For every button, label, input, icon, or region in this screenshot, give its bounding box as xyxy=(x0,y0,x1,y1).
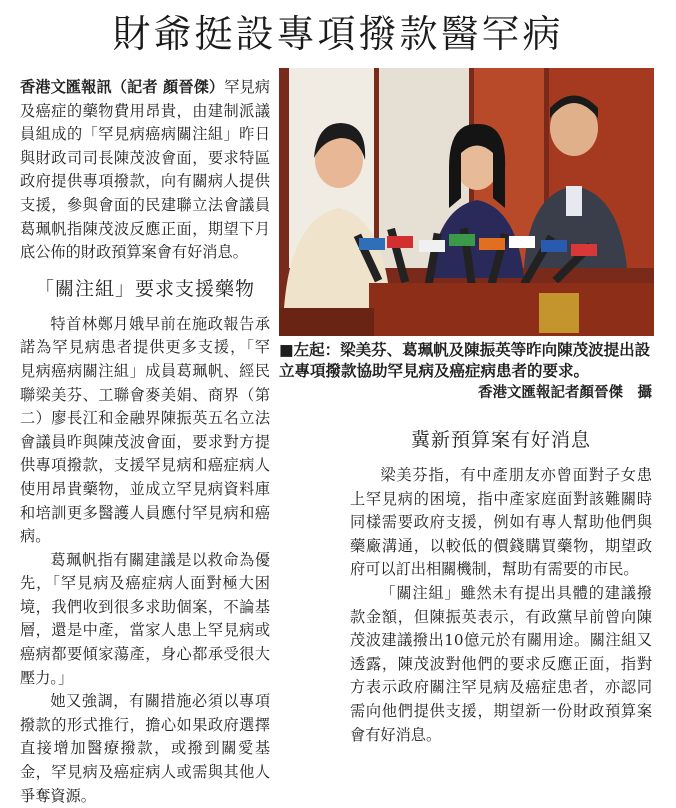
press-photo xyxy=(279,68,654,336)
photo-caption: ■左起：梁美芬、葛珮帆及陳振英等昨向陳茂波提出設立專項撥款協助罕見病及癌症病患者的要求。 xyxy=(279,340,651,380)
body-paragraph: 梁美芬指，有中產朋友亦曾面對子女患上罕見病的困境，指中產家庭面對該難關時同樣需要政府支援，例如有專人幫助他們與藥廠溝通，以較低的價錢購買藥物，期望政府可以訂出相關機制，幫助有需要的市民。 xyxy=(350,466,652,579)
byline: 香港文匯報訊（記者 顏晉傑） xyxy=(20,78,225,96)
lead-text: 罕見病及癌症的藥物費用昂貴，由建制派議員組成的「罕見病癌病關注組」昨日與財政司司長陳茂波會面，要求特區政府提供專項撥款，向有關病人提供支援，參與會面的民建聯立法會議員葛珮帆指陳茂波反應正面，期望下月底公佈的財政預算案會有好消息。 xyxy=(20,78,270,262)
right-column xyxy=(350,420,652,747)
press-photo-illustration xyxy=(279,68,654,336)
body-paragraph: 她又強調，有關措施必須以專項撥款的形式推行，擔心如果政府選擇直接增加醫療撥款，或撥到關愛基金，罕見病及癌症病人或需與其他人爭奪資源。 xyxy=(20,692,270,805)
body-paragraph: 「關注組」雖然未有提出具體的建議撥款金額，但陳振英表示，有政黨早前曾向陳茂波建議撥出10億元於有關用途。關注組又透露，陳茂波對他們的要求反應正面，指對方表示政府關注罕見病及癌症患者，亦認同需向他們提供支援，期望新一份財政預算案會有好消息。 xyxy=(350,583,652,744)
body-paragraph: 特首林鄭月娥早前在施政報告承諾為罕見病患者提供更多支援，「罕見病癌病關注組」成員葛珮帆、經民聯梁美芬、工聯會麥美娟、商界（第二）廖長江和金融界陳振英五名立法會議員昨與陳茂波會面，要求對方提供專項撥款，支援罕見病和癌症病人使用昂貴藥物，並成立罕見病資料庫和培訓更多醫護人員應付罕見病和癌病。 xyxy=(20,314,270,546)
left-column xyxy=(20,76,270,808)
lead-paragraph xyxy=(20,76,270,265)
subheading-concern-group: 「關注組」要求支援藥物 xyxy=(34,277,255,300)
body-paragraph: 葛珮帆指有關建議是以救命為優先，「罕見病及癌症病人面對極大困境，我們收到很多求助個案，不論基層，還是中產，當家人患上罕見病或癌病都要傾家蕩產，身心都承受很大壓力。」 xyxy=(20,550,270,687)
headline: 財爺挺設專項撥款醫罕病 xyxy=(112,12,564,56)
subheading-budget: 冀新預算案有好消息 xyxy=(410,429,591,451)
photo-credit: 香港文匯報記者顏晉傑 攝 xyxy=(478,384,652,401)
